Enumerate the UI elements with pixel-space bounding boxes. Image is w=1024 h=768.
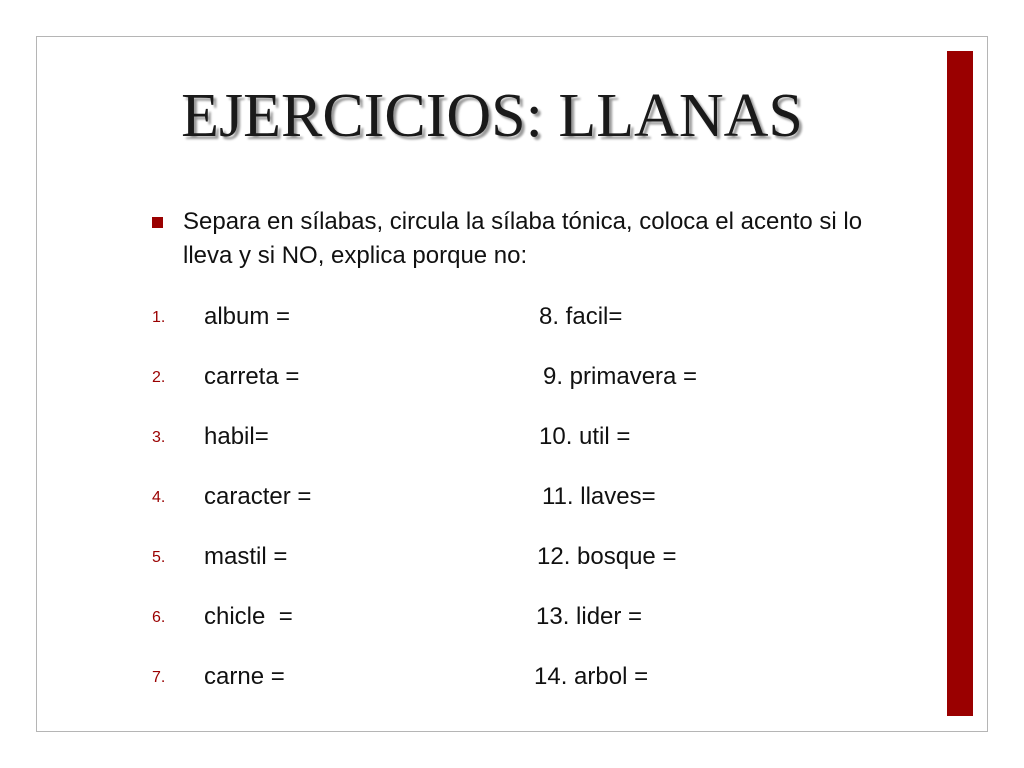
instruction-text: Separa en sílabas, circula la sílaba tónica, coloca el acento si lo lleva y si NO, explica porque no:: [183, 208, 863, 269]
exercise-right: 10. util =: [539, 423, 631, 450]
exercise-left: album =: [204, 303, 291, 330]
exercise-row: [0, 300, 900, 334]
exercise-row: [0, 540, 900, 574]
exercise-left: mastil =: [204, 543, 288, 570]
exercise-right: 14. arbol =: [534, 663, 649, 690]
row-number: 2.: [152, 369, 166, 386]
exercise-right: 8. facil=: [539, 303, 623, 330]
row-number: 7.: [152, 669, 166, 686]
exercise-right: 9. primavera =: [543, 363, 698, 390]
row-number: 4.: [152, 489, 166, 506]
slide-title: EJERCICIOS: LLANAS: [181, 82, 803, 150]
exercise-left: caracter =: [204, 483, 312, 510]
exercise-row: [0, 360, 900, 394]
exercise-row: [0, 660, 900, 694]
exercise-left: habil=: [204, 423, 269, 450]
exercise-right: 11. llaves=: [542, 483, 656, 510]
exercise-row: [0, 600, 900, 634]
square-bullet-icon: [152, 217, 163, 228]
exercise-left: carreta =: [204, 363, 300, 390]
accent-bar: [947, 51, 973, 716]
row-number: 5.: [152, 549, 166, 566]
row-number: 6.: [152, 609, 166, 626]
row-number: 1.: [152, 309, 166, 326]
row-number: 3.: [152, 429, 166, 446]
exercise-left: chicle =: [204, 603, 293, 630]
instruction-bullet: [152, 205, 872, 273]
exercise-right: 12. bosque =: [537, 543, 677, 570]
exercise-left: carne =: [204, 663, 285, 690]
exercise-right: 13. lider =: [536, 603, 643, 630]
exercise-row: [0, 480, 900, 514]
exercise-row: [0, 420, 900, 454]
